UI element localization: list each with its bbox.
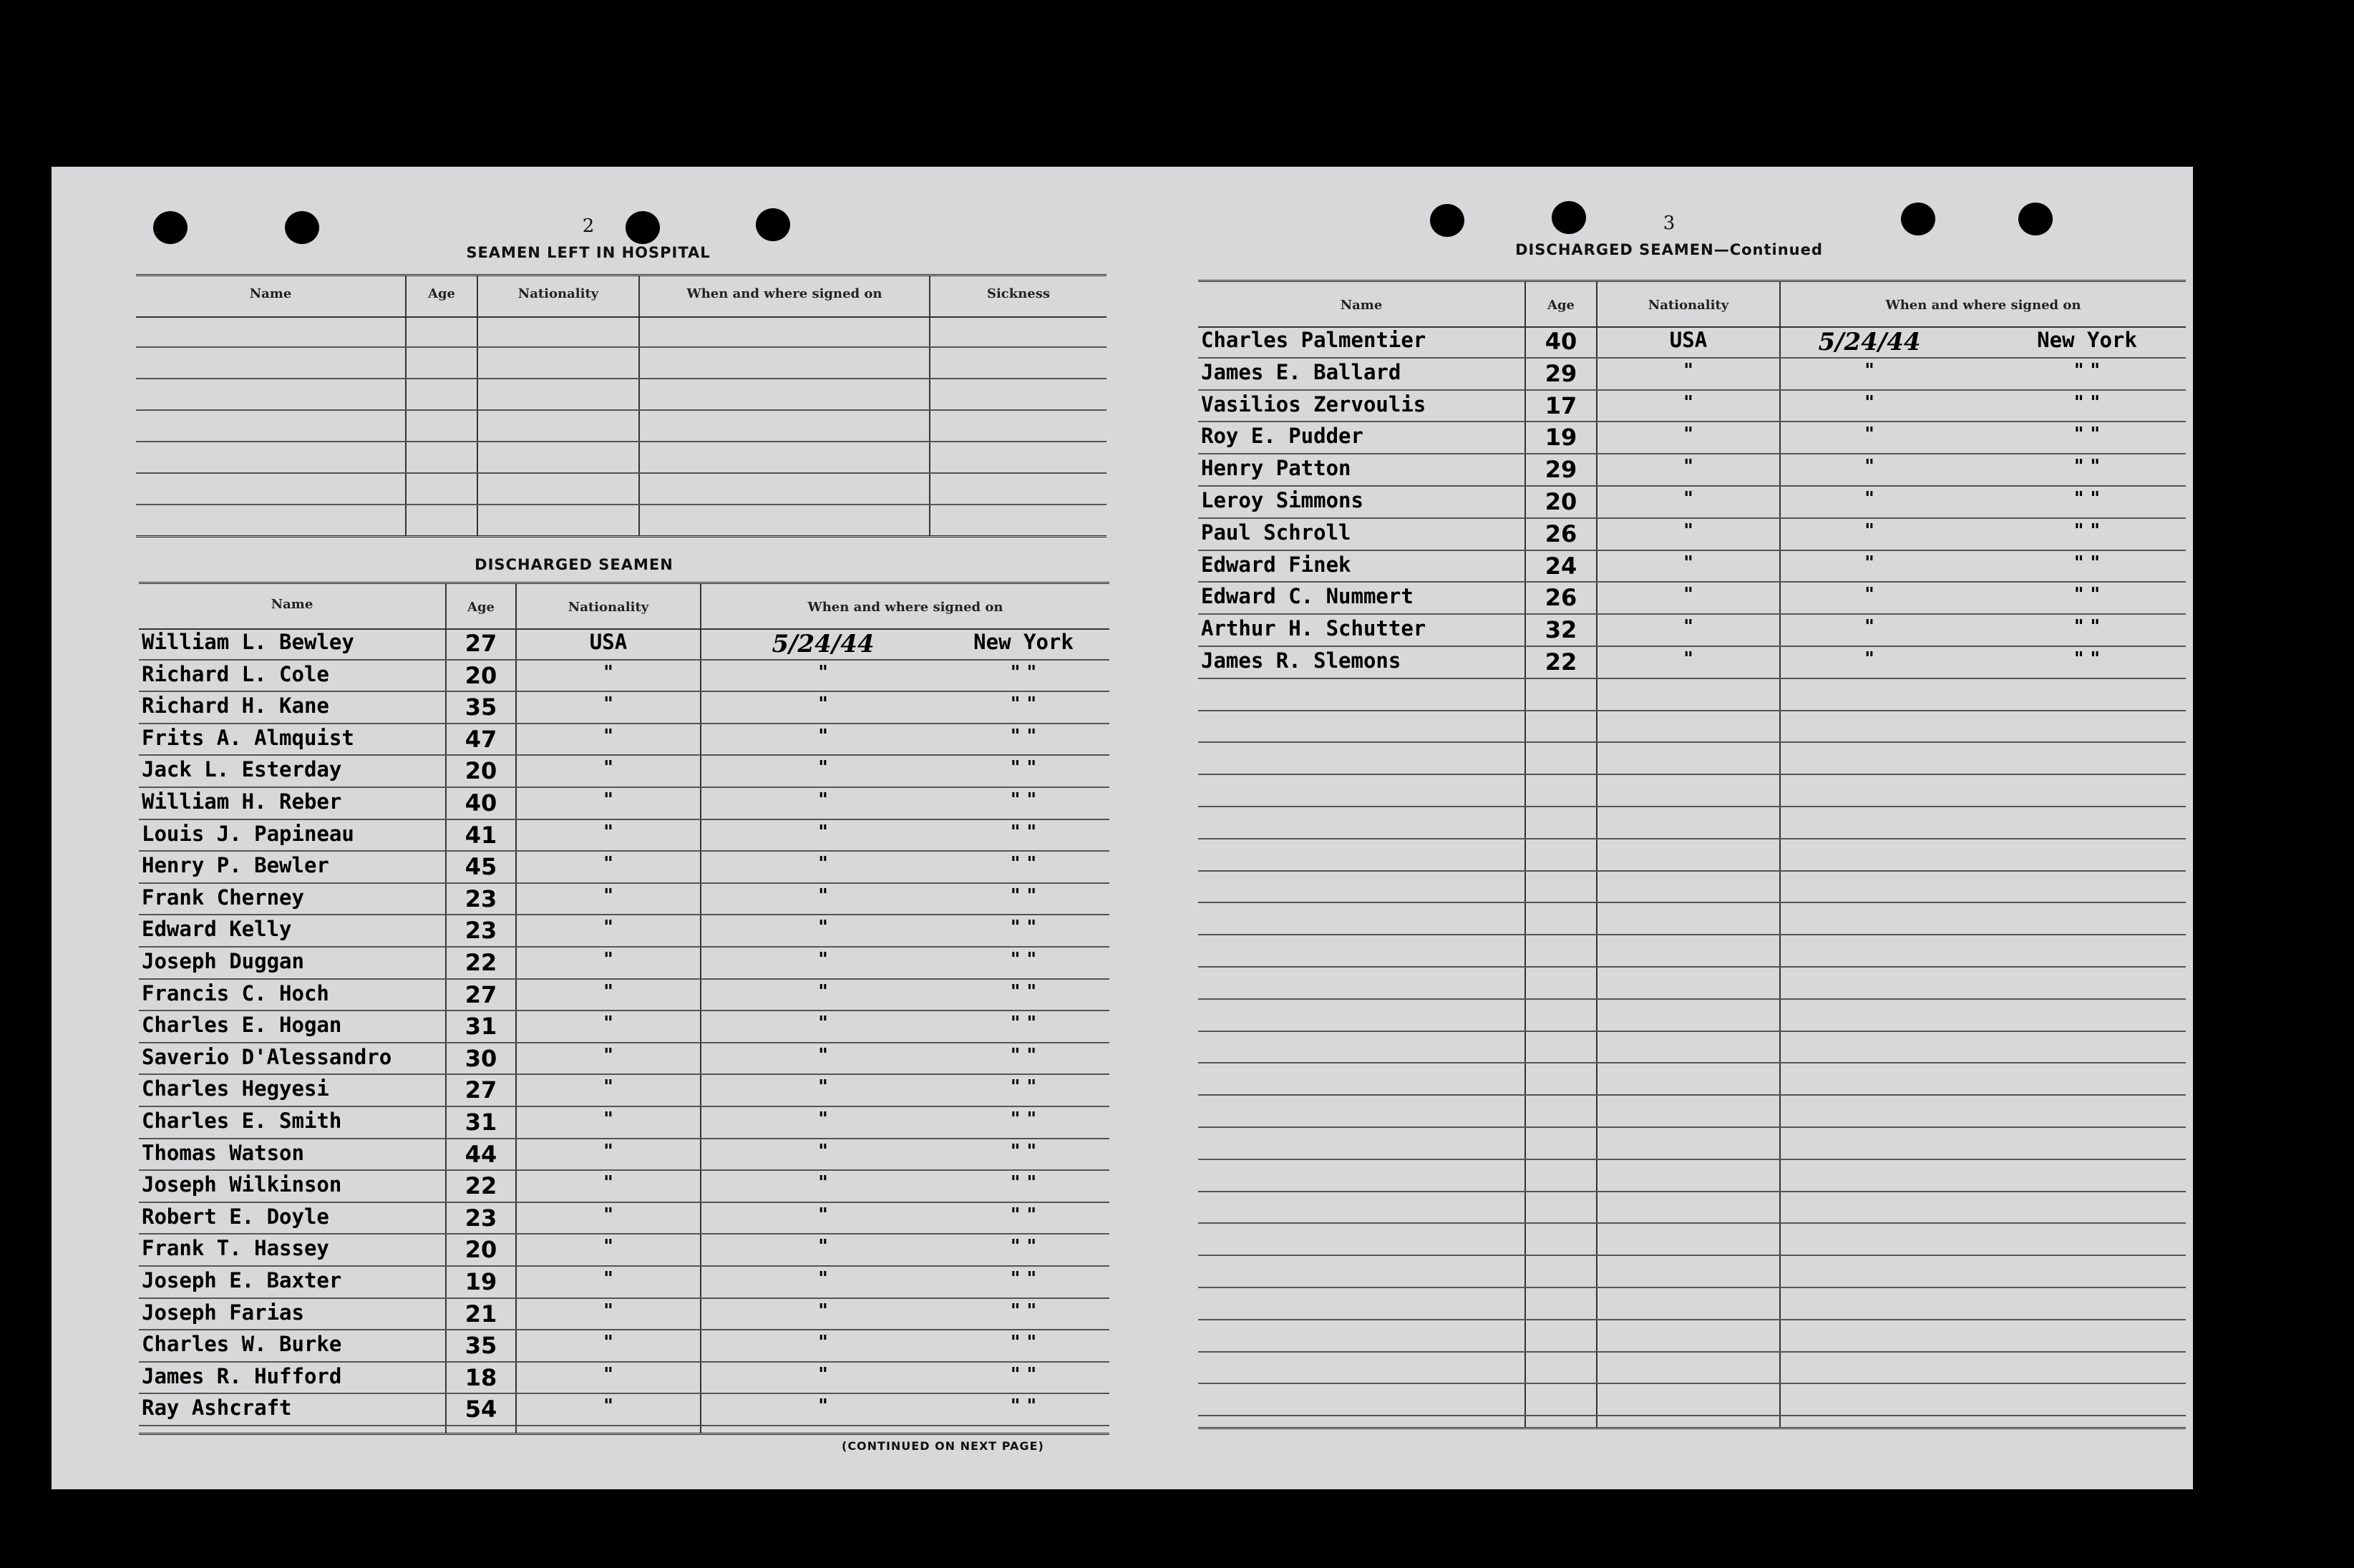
- discharged-table: [139, 582, 1109, 1435]
- hospital-empty-row: [136, 474, 1107, 505]
- seaman-name: Vasilios Zervoulis: [1201, 391, 1426, 417]
- seaman-nationality: ": [603, 1140, 613, 1162]
- signed-on-date: ": [818, 725, 828, 747]
- table-row: [139, 1107, 1109, 1139]
- seaman-nationality: ": [603, 1076, 613, 1099]
- seaman-name: Thomas Watson: [142, 1140, 304, 1165]
- punch-hole: [1430, 204, 1464, 237]
- seaman-nationality: ": [603, 661, 613, 683]
- seaman-name: James E. Ballard: [1201, 359, 1401, 384]
- table-row: [1198, 487, 2186, 519]
- empty-row: [1198, 1353, 2186, 1385]
- seaman-nationality: ": [603, 917, 613, 939]
- seaman-name: Saverio D'Alessandro: [142, 1044, 392, 1069]
- signed-on-place: " ": [1010, 821, 1037, 843]
- seaman-name: William H. Reber: [142, 789, 342, 814]
- seaman-nationality: ": [603, 1204, 613, 1226]
- empty-row: [1198, 807, 2186, 839]
- empty-row: [1198, 935, 2186, 968]
- empty-row: [1198, 1288, 2186, 1320]
- seaman-nationality: ": [603, 821, 613, 843]
- signed-on-place: " ": [1010, 885, 1037, 907]
- seaman-nationality: ": [603, 980, 613, 1003]
- table-row: [139, 1363, 1109, 1395]
- table-row: [139, 692, 1109, 724]
- seaman-nationality: ": [1683, 424, 1693, 446]
- hospital-header-signed-on: When and where signed on: [686, 286, 882, 301]
- table-row: [1198, 647, 2186, 679]
- seaman-age: 26: [1545, 584, 1577, 612]
- seaman-age: 20: [465, 1236, 497, 1264]
- seaman-name: Frank Cherney: [142, 885, 304, 910]
- table-row: [139, 948, 1109, 980]
- signed-on-date: ": [818, 1300, 828, 1322]
- seaman-age: 20: [465, 757, 497, 785]
- signed-on-place: " ": [1010, 1013, 1037, 1035]
- signed-on-place: " ": [1010, 980, 1037, 1003]
- table-row: [1198, 519, 2186, 551]
- signed-on-place: " ": [2073, 456, 2101, 478]
- seaman-name: Roy E. Pudder: [1201, 424, 1363, 449]
- signed-on-date: ": [818, 1363, 828, 1386]
- seaman-nationality: ": [603, 853, 613, 875]
- signed-on-place: " ": [1010, 1109, 1037, 1130]
- table-row: [139, 820, 1109, 852]
- seaman-name: Francis C. Hoch: [142, 980, 329, 1005]
- discharged-continued-table: [1198, 280, 2186, 1429]
- seaman-age: 24: [1545, 552, 1577, 580]
- document-sheet: [52, 167, 2193, 1489]
- hospital-empty-row: [136, 379, 1107, 411]
- table-row: [139, 915, 1109, 948]
- seaman-nationality: ": [603, 1236, 613, 1258]
- seaman-nationality: ": [603, 757, 613, 779]
- seaman-nationality: ": [1683, 391, 1693, 414]
- table-row: [139, 788, 1109, 820]
- signed-on-place: " ": [1010, 949, 1037, 970]
- empty-row: [1198, 1096, 2186, 1128]
- punch-hole: [756, 208, 790, 241]
- seaman-nationality: ": [603, 949, 613, 970]
- seaman-nationality: ": [603, 1044, 613, 1066]
- seaman-age: 20: [465, 661, 497, 689]
- signed-on-place: " ": [2073, 552, 2101, 574]
- seaman-age: 23: [465, 1204, 497, 1232]
- seaman-name: Charles E. Smith: [142, 1109, 342, 1133]
- hospital-header-sickness: Sickness: [986, 286, 1051, 301]
- signed-on-date: ": [818, 885, 828, 907]
- seaman-age: 32: [1545, 616, 1577, 644]
- right-header-name: Name: [1340, 298, 1383, 313]
- seaman-nationality: USA: [1669, 328, 1708, 352]
- signed-on-place: " ": [1010, 1172, 1037, 1194]
- empty-row: [1198, 1224, 2186, 1256]
- signed-on-date: 5/24/44: [1818, 328, 1921, 356]
- table-row: [139, 756, 1109, 788]
- seaman-age: 27: [465, 980, 497, 1008]
- empty-row: [1198, 711, 2186, 744]
- table-row: [139, 724, 1109, 756]
- seaman-name: Joseph Duggan: [142, 949, 304, 973]
- seaman-age: 22: [1545, 648, 1577, 676]
- hospital-empty-row: [136, 348, 1107, 379]
- signed-on-place: " ": [1010, 1268, 1037, 1290]
- page-number: 2: [582, 215, 595, 237]
- seaman-name: Louis J. Papineau: [142, 821, 354, 846]
- empty-row: [1198, 1063, 2186, 1096]
- seaman-nationality: ": [1683, 359, 1693, 381]
- seaman-age: 40: [1545, 328, 1577, 355]
- signed-on-place: " ": [1010, 1044, 1037, 1066]
- seaman-age: 29: [1545, 359, 1577, 387]
- seaman-name: Joseph Wilkinson: [142, 1172, 342, 1197]
- seaman-age: 45: [465, 853, 497, 881]
- empty-row: [1198, 1256, 2186, 1288]
- signed-on-date: ": [818, 949, 828, 970]
- table-row: [1198, 359, 2186, 391]
- seaman-name: Edward Finek: [1201, 552, 1351, 577]
- discharged-header-nationality: Nationality: [568, 600, 649, 615]
- seaman-age: 27: [465, 630, 497, 657]
- seaman-nationality: ": [603, 1300, 613, 1322]
- signed-on-date: ": [1864, 391, 1874, 414]
- discharged-header-age: Age: [467, 600, 495, 615]
- seaman-age: 23: [465, 885, 497, 912]
- signed-on-place: " ": [2073, 520, 2101, 542]
- seaman-name: Charles Palmentier: [1201, 328, 1426, 352]
- empty-row: [1198, 1160, 2186, 1192]
- continued-section-title: DISCHARGED SEAMEN—Continued: [1515, 241, 1823, 258]
- table-row: [1198, 422, 2186, 454]
- signed-on-place: " ": [2073, 648, 2101, 670]
- table-row: [1198, 615, 2186, 647]
- seaman-name: Edward Kelly: [142, 917, 292, 942]
- empty-row: [1198, 743, 2186, 775]
- right-header-signed-on: When and where signed on: [1885, 298, 2081, 313]
- seaman-age: 35: [465, 1332, 497, 1360]
- seaman-name: Joseph Farias: [142, 1300, 304, 1325]
- signed-on-place: " ": [2073, 616, 2101, 638]
- seaman-age: 54: [465, 1396, 497, 1423]
- seaman-nationality: ": [603, 1396, 613, 1418]
- signed-on-place: " ": [1010, 1300, 1037, 1322]
- signed-on-date: ": [818, 821, 828, 843]
- hospital-empty-row: [136, 411, 1107, 442]
- seaman-age: 41: [465, 821, 497, 849]
- signed-on-date: ": [818, 853, 828, 875]
- signed-on-place: New York: [2037, 328, 2137, 352]
- seaman-name: Charles Hegyesi: [142, 1076, 329, 1101]
- seaman-name: Ray Ashcraft: [142, 1396, 292, 1421]
- signed-on-date: ": [1864, 520, 1874, 542]
- table-row: [139, 1330, 1109, 1363]
- punch-hole: [285, 211, 319, 244]
- empty-row: [1198, 903, 2186, 935]
- discharged-header-signed-on: When and where signed on: [807, 600, 1003, 615]
- hospital-empty-row: [136, 442, 1107, 474]
- punch-hole: [626, 211, 660, 244]
- seaman-nationality: ": [603, 1109, 613, 1130]
- signed-on-date: ": [818, 1140, 828, 1162]
- table-row: [139, 1139, 1109, 1172]
- table-row: [139, 661, 1109, 693]
- signed-on-date: ": [818, 1332, 828, 1354]
- signed-on-place: " ": [1010, 853, 1037, 875]
- signed-on-place: " ": [1010, 1140, 1037, 1162]
- signed-on-place: " ": [2073, 584, 2101, 606]
- signed-on-place: " ": [2073, 391, 2101, 414]
- signed-on-date: ": [818, 1044, 828, 1066]
- table-row: [139, 852, 1109, 884]
- seaman-name: Frits A. Almquist: [142, 725, 354, 750]
- seaman-age: 21: [465, 1300, 497, 1328]
- seaman-age: 18: [465, 1363, 497, 1391]
- seaman-name: Richard L. Cole: [142, 661, 329, 686]
- seaman-nationality: ": [603, 1363, 613, 1386]
- table-row: [139, 628, 1109, 661]
- seaman-nationality: ": [603, 1268, 613, 1290]
- seaman-age: 31: [465, 1109, 497, 1136]
- right-header-nationality: Nationality: [1648, 298, 1729, 313]
- hospital-empty-row: [136, 316, 1107, 348]
- seaman-age: 44: [465, 1140, 497, 1168]
- empty-row: [1198, 1384, 2186, 1416]
- seaman-nationality: ": [1683, 456, 1693, 478]
- seaman-nationality: ": [1683, 520, 1693, 542]
- punch-hole: [1552, 201, 1586, 234]
- signed-on-date: ": [1864, 424, 1874, 446]
- signed-on-date: ": [818, 757, 828, 779]
- seaman-nationality: ": [1683, 648, 1693, 670]
- signed-on-date: ": [818, 1109, 828, 1130]
- empty-row: [1198, 1000, 2186, 1032]
- table-row: [139, 1011, 1109, 1043]
- seaman-name: Richard H. Kane: [142, 693, 329, 719]
- seaman-name: Paul Schroll: [1201, 520, 1351, 545]
- punch-hole: [1901, 203, 1935, 235]
- seaman-name: James R. Hufford: [142, 1363, 342, 1388]
- signed-on-place: " ": [1010, 1363, 1037, 1386]
- signed-on-date: ": [1864, 648, 1874, 670]
- table-row: [139, 1171, 1109, 1203]
- seaman-age: 23: [465, 917, 497, 945]
- signed-on-place: " ": [1010, 1076, 1037, 1099]
- signed-on-date: ": [818, 1396, 828, 1418]
- seaman-age: 22: [465, 949, 497, 976]
- discharged-section-title: DISCHARGED SEAMEN: [475, 556, 673, 573]
- continued-note: (CONTINUED ON NEXT PAGE): [842, 1439, 1044, 1453]
- signed-on-date: 5/24/44: [772, 630, 875, 658]
- signed-on-date: ": [1864, 584, 1874, 606]
- seaman-name: James R. Slemons: [1201, 648, 1401, 673]
- table-row: [139, 980, 1109, 1012]
- seaman-age: 40: [465, 789, 497, 817]
- seaman-nationality: ": [1683, 616, 1693, 638]
- signed-on-date: ": [1864, 359, 1874, 381]
- signed-on-date: ": [1864, 488, 1874, 510]
- signed-on-place: " ": [2073, 424, 2101, 446]
- seaman-name: Edward C. Nummert: [1201, 584, 1414, 609]
- seaman-nationality: ": [603, 1172, 613, 1194]
- seaman-age: 26: [1545, 520, 1577, 547]
- seaman-age: 19: [1545, 424, 1577, 452]
- seaman-age: 47: [465, 725, 497, 753]
- table-row: [139, 1043, 1109, 1076]
- signed-on-place: " ": [1010, 789, 1037, 811]
- signed-on-date: ": [818, 1013, 828, 1035]
- seaman-nationality: ": [603, 885, 613, 907]
- signed-on-date: ": [818, 789, 828, 811]
- seaman-name: Jack L. Esterday: [142, 757, 342, 782]
- empty-row: [1198, 1128, 2186, 1160]
- table-row: [1198, 583, 2186, 615]
- empty-row: [1198, 775, 2186, 807]
- empty-row: [1198, 872, 2186, 904]
- signed-on-date: ": [818, 693, 828, 716]
- table-row: [139, 1394, 1109, 1426]
- table-row: [1198, 551, 2186, 583]
- seaman-age: 29: [1545, 456, 1577, 484]
- table-row: [139, 1235, 1109, 1267]
- seaman-name: Frank T. Hassey: [142, 1236, 329, 1261]
- signed-on-place: " ": [1010, 757, 1037, 779]
- seaman-age: 20: [1545, 488, 1577, 515]
- signed-on-date: ": [818, 980, 828, 1003]
- seaman-nationality: ": [603, 1013, 613, 1035]
- signed-on-date: ": [1864, 552, 1874, 574]
- signed-on-place: " ": [1010, 1204, 1037, 1226]
- signed-on-date: ": [818, 661, 828, 683]
- seaman-age: 30: [465, 1044, 497, 1072]
- hospital-header-age: Age: [427, 286, 455, 301]
- hospital-header-nationality: Nationality: [517, 286, 599, 301]
- right-header-age: Age: [1547, 298, 1575, 313]
- seaman-name: Joseph E. Baxter: [142, 1268, 342, 1292]
- seaman-age: 19: [465, 1268, 497, 1295]
- seaman-age: 35: [465, 693, 497, 721]
- hospital-table: [136, 274, 1107, 537]
- seaman-age: 22: [465, 1172, 497, 1200]
- signed-on-date: ": [818, 1076, 828, 1099]
- signed-on-date: ": [1864, 456, 1874, 478]
- empty-row: [1198, 968, 2186, 1000]
- signed-on-place: " ": [1010, 1396, 1037, 1418]
- signed-on-place: " ": [1010, 1236, 1037, 1258]
- empty-row: [1198, 1192, 2186, 1224]
- signed-on-date: ": [818, 1204, 828, 1226]
- signed-on-place: " ": [2073, 359, 2101, 381]
- seaman-nationality: ": [1683, 488, 1693, 510]
- empty-row: [1198, 1320, 2186, 1353]
- table-row: [139, 1299, 1109, 1331]
- seaman-name: Henry P. Bewler: [142, 853, 329, 878]
- table-row: [1198, 391, 2186, 423]
- empty-row: [1198, 839, 2186, 872]
- table-row: [1198, 454, 2186, 487]
- seaman-name: Henry Patton: [1201, 456, 1351, 481]
- empty-row: [1198, 1032, 2186, 1064]
- signed-on-date: ": [818, 917, 828, 939]
- seaman-age: 27: [465, 1076, 497, 1104]
- seaman-age: 31: [465, 1013, 497, 1041]
- signed-on-date: ": [818, 1236, 828, 1258]
- seaman-name: William L. Bewley: [142, 630, 354, 654]
- seaman-nationality: ": [1683, 552, 1693, 574]
- table-row: [139, 1267, 1109, 1299]
- seaman-nationality: ": [603, 725, 613, 747]
- seaman-name: Leroy Simmons: [1201, 488, 1363, 512]
- table-row: [1198, 326, 2186, 359]
- signed-on-place: " ": [1010, 725, 1037, 747]
- table-row: [139, 1203, 1109, 1235]
- hospital-header-name: Name: [249, 286, 292, 301]
- seaman-nationality: ": [603, 693, 613, 716]
- signed-on-place: New York: [973, 630, 1074, 654]
- seaman-nationality: USA: [589, 630, 628, 654]
- signed-on-date: ": [818, 1172, 828, 1194]
- signed-on-date: ": [1864, 616, 1874, 638]
- signed-on-place: " ": [1010, 693, 1037, 716]
- seaman-name: Charles W. Burke: [142, 1332, 342, 1357]
- empty-row: [1198, 679, 2186, 711]
- page-number: 3: [1663, 213, 1675, 234]
- signed-on-place: " ": [1010, 917, 1037, 939]
- hospital-section-title: SEAMEN LEFT IN HOSPITAL: [466, 244, 711, 261]
- signed-on-place: " ": [1010, 1332, 1037, 1354]
- seaman-age: 17: [1545, 391, 1577, 419]
- signed-on-place: " ": [1010, 661, 1037, 683]
- seaman-name: Arthur H. Schutter: [1201, 616, 1426, 641]
- seaman-nationality: ": [603, 789, 613, 811]
- seaman-nationality: ": [1683, 584, 1693, 606]
- punch-hole: [2018, 203, 2053, 235]
- seaman-nationality: ": [603, 1332, 613, 1354]
- punch-hole: [153, 211, 188, 244]
- signed-on-date: ": [818, 1268, 828, 1290]
- seaman-name: Charles E. Hogan: [142, 1013, 342, 1038]
- discharged-header-name: Name: [271, 597, 313, 612]
- seaman-name: Robert E. Doyle: [142, 1204, 329, 1229]
- table-row: [139, 1075, 1109, 1107]
- table-row: [139, 884, 1109, 916]
- signed-on-place: " ": [2073, 488, 2101, 510]
